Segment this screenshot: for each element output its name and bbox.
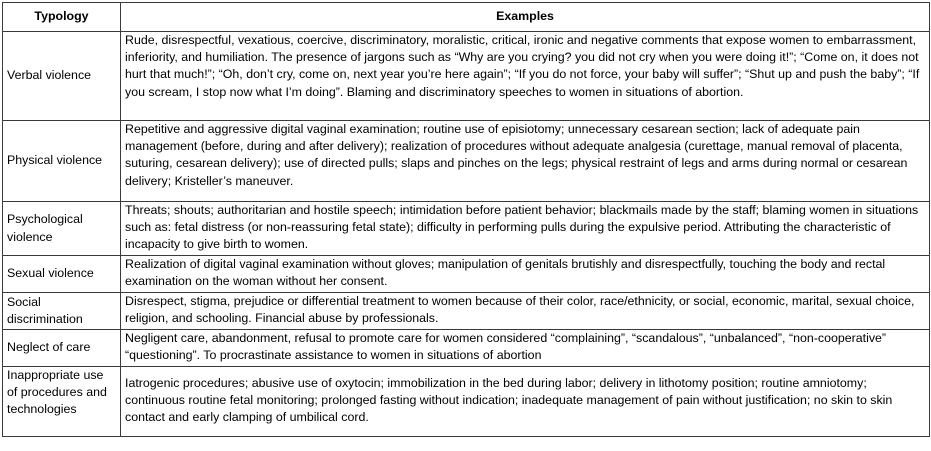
table-row	[3, 202, 930, 256]
column-header-examples: Examples	[121, 3, 930, 32]
typology-cell: Inappropriate use of procedures and technologies	[3, 367, 121, 437]
typology-cell: Verbal violence	[3, 32, 121, 121]
typology-cell: Psychological violence	[3, 202, 121, 256]
violence-typology-table	[2, 2, 930, 437]
examples-cell: Repetitive and aggressive digital vaginal examination; routine use of episiotomy; unnecessary cesarean section; lack of adequate pain management (before, during and after delivery); realization of procedures without adequate analgesia (curettage, manual removal of placenta, suturing, cesarean delivery); use of directed pulls; slaps and pinches on the legs; physical restraint of legs and arms during normal or cesarean delivery; Kristeller’s maneuver.	[121, 121, 930, 202]
examples-cell: Rude, disrespectful, vexatious, coercive, discriminatory, moralistic, critical, ironic and negative comments that expose women to embarrassment, inferiority, and humiliation. The presence of jargons such as “Why are you crying? you did not cry when you were doing it!”; “Come on, it does not hurt that much!”; “Oh, don’t cry, come on, next year you’re here again”; “If you do not force, your baby will suffer”; “Shut up and push the baby”; “If you scream, I stop now what I’m doing”. Blaming and discriminatory speeches to women in situations of abortion.	[121, 32, 930, 121]
column-header-typology: Typology	[3, 3, 121, 32]
typology-cell: Sexual violence	[3, 256, 121, 293]
typology-cell: Social discrimination	[3, 293, 121, 330]
examples-cell: Disrespect, stigma, prejudice or differential treatment to women because of their color, race/ethnicity, or social, economic, marital, sexual choice, religion, and schooling. Financial abuse by professionals.	[121, 293, 930, 330]
table-row	[3, 256, 930, 293]
header-row	[3, 3, 930, 32]
examples-cell: Threats; shouts; authoritarian and hostile speech; intimidation before patient behavior; blackmails made by the staff; blaming women in situations such as: fetal distress (or non-reassuring fetal state); difficulty in performing pulls during the expulsive period. Attributing the characteristic of incapacity to give birth to women.	[121, 202, 930, 256]
typology-cell: Physical violence	[3, 121, 121, 202]
table-row	[3, 121, 930, 202]
table-row	[3, 330, 930, 367]
table-row	[3, 293, 930, 330]
examples-cell: Realization of digital vaginal examination without gloves; manipulation of genitals brutishly and disrespectfully, touching the body and rectal examination on the woman without her consent.	[121, 256, 930, 293]
table-row	[3, 32, 930, 121]
examples-cell: Negligent care, abandonment, refusal to promote care for women considered “complaining”, “scandalous”, “unbalanced”, “non-cooperative” “questioning”. To procrastinate assistance to women in situations of abortion	[121, 330, 930, 367]
examples-cell: Iatrogenic procedures; abusive use of oxytocin; immobilization in the bed during labor; delivery in lithotomy position; routine amniotomy; continuous routine fetal monitoring; prolonged fasting without indication; inadequate management of pain without justification; no skin to skin contact and early clamping of umbilical cord.	[121, 367, 930, 437]
typology-cell: Neglect of care	[3, 330, 121, 367]
table-row	[3, 367, 930, 437]
